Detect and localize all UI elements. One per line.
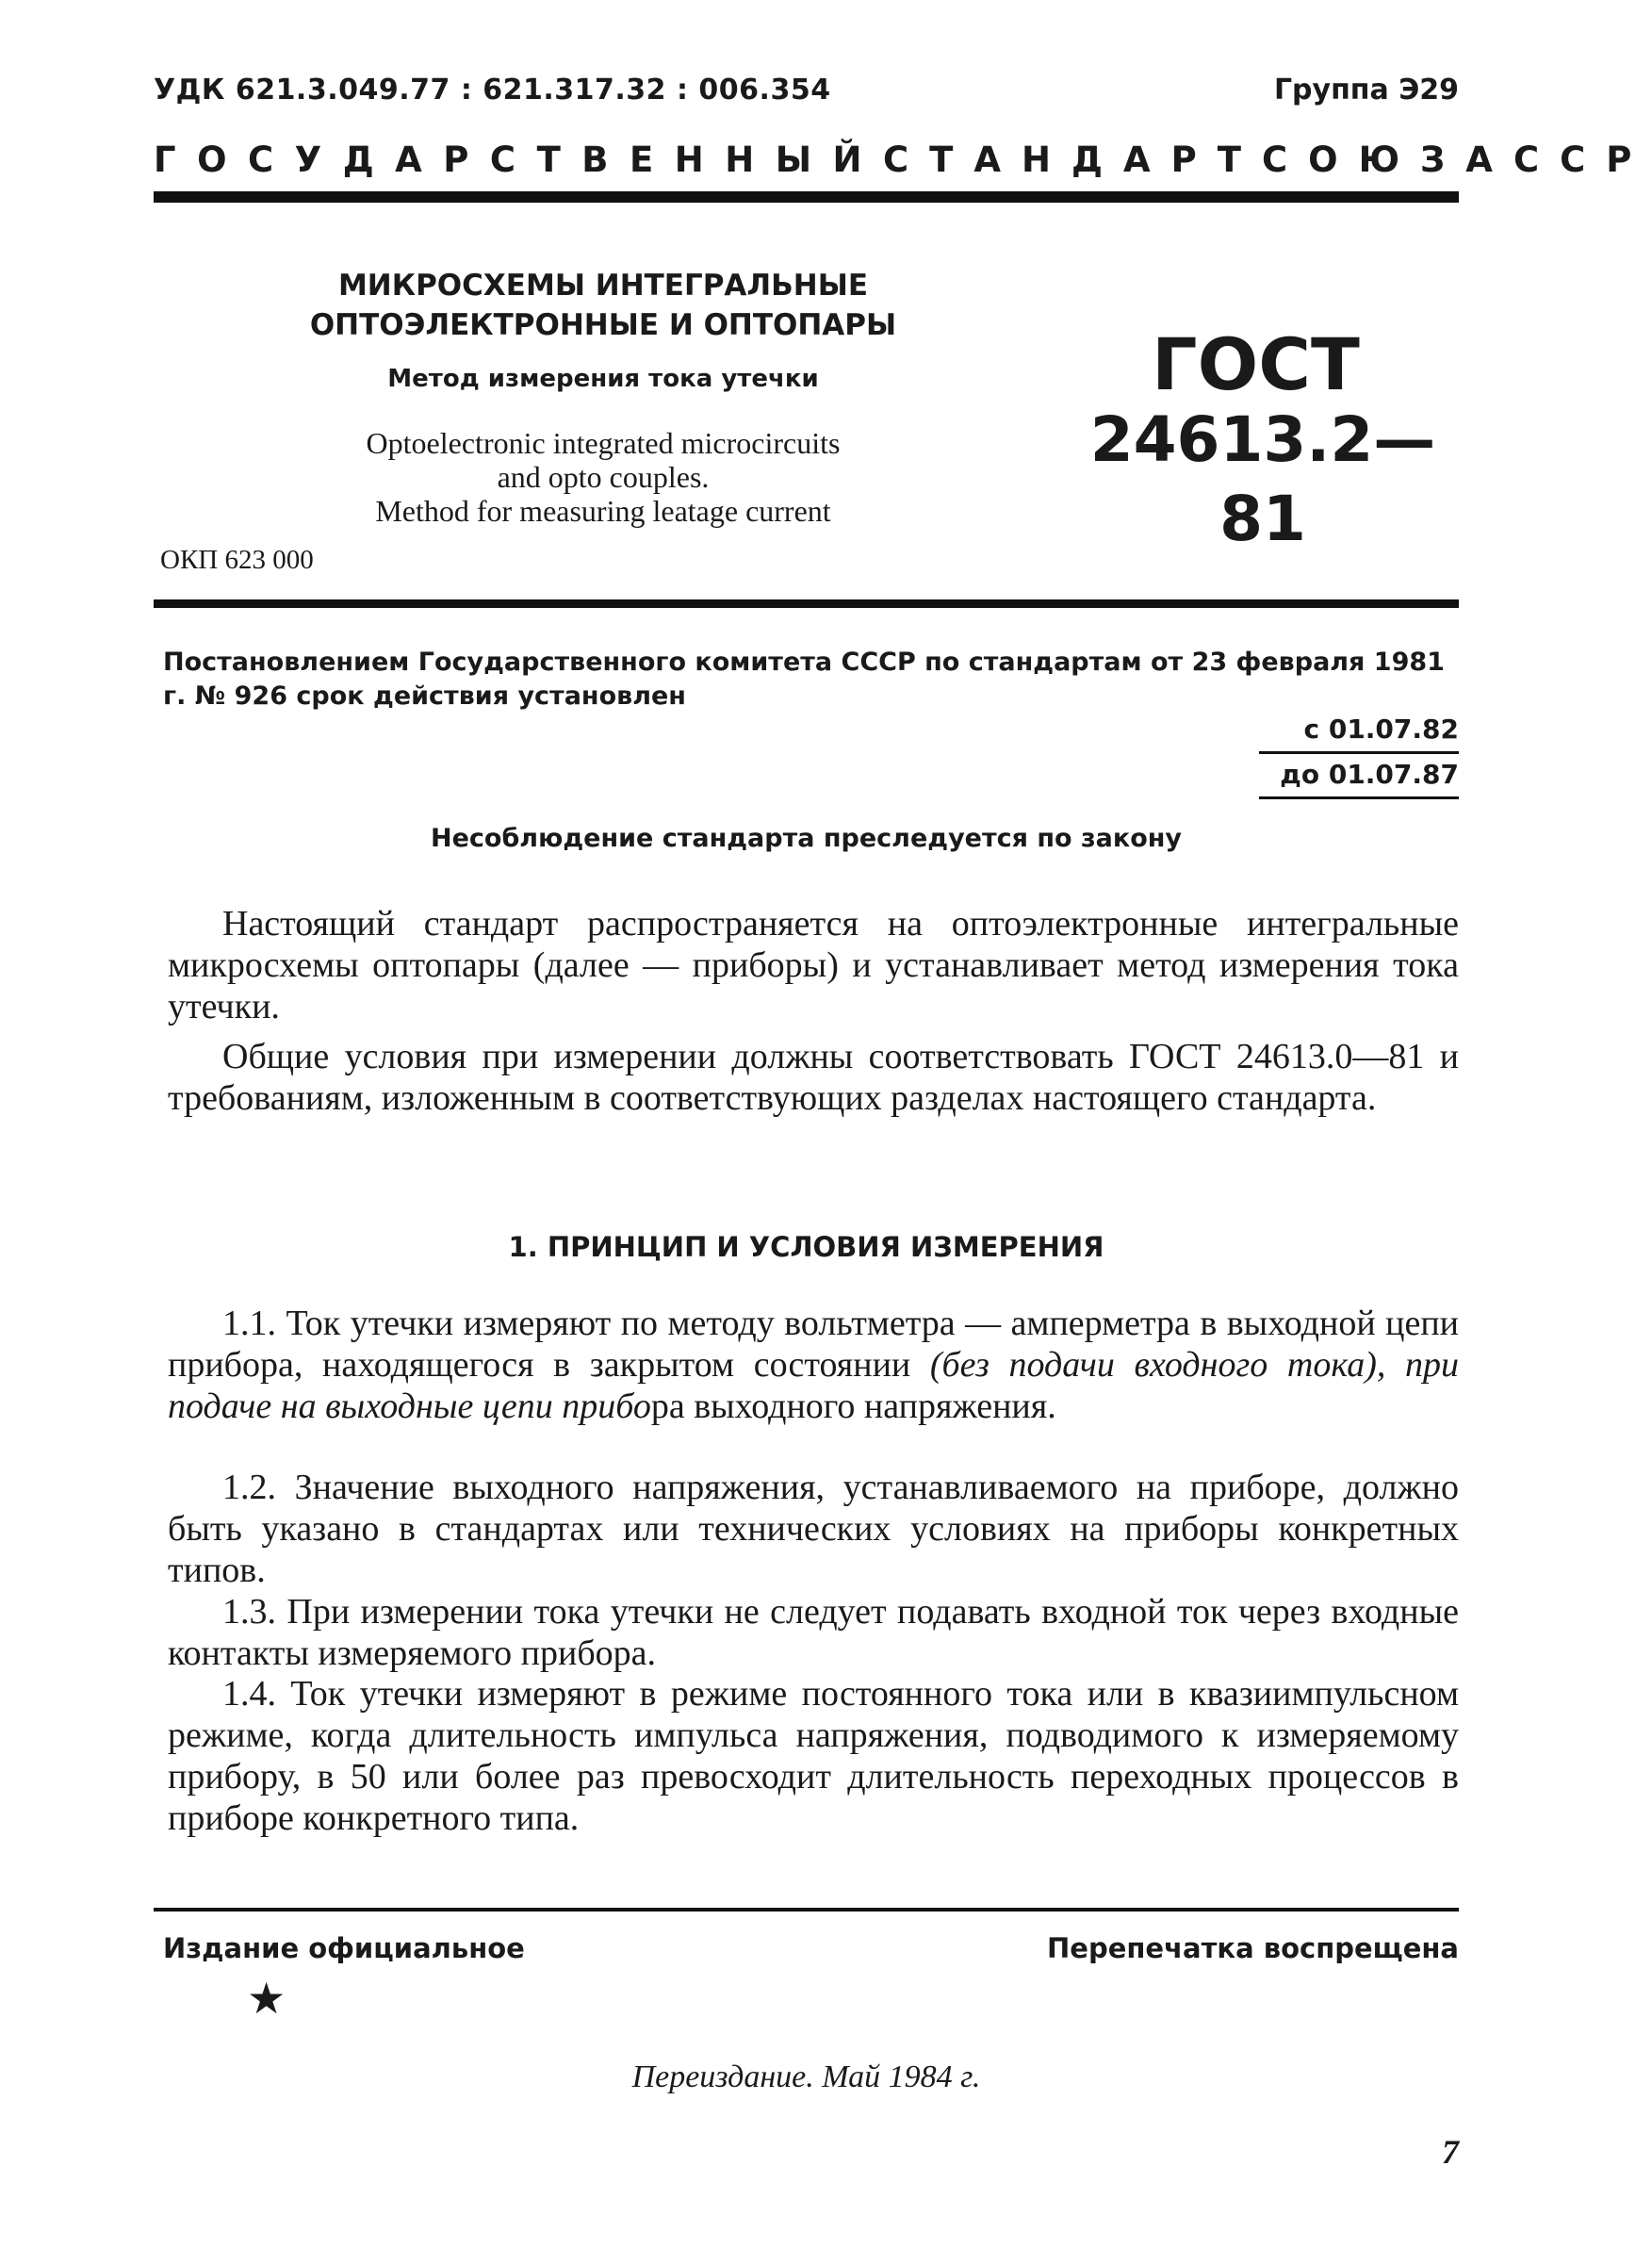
clause-1-1-part-b: (без подачи входного тока), при подаче на выходные цепи прибо xyxy=(168,1345,1459,1426)
date-underline xyxy=(1259,796,1459,799)
header-rule xyxy=(154,191,1459,203)
clause-1-2: 1.2. Значение выходного напряжения, устанавливаемого на приборе, должно быть указано в стандартах или технических условиях на приборы конкретных типов. xyxy=(168,1468,1459,1590)
footer-rule xyxy=(154,1908,1459,1912)
clause-1-1-part-a: 1.1. Ток утечки измеряют по методу вольтметра — амперметра в выходной цепи прибора, находящегося в закрытом состоянии xyxy=(168,1304,1459,1385)
reprint-prohibited: Перепечатка воспрещена xyxy=(1047,1932,1459,1964)
udk-code: УДК 621.3.049.77 : 621.317.32 : 006.354 xyxy=(154,74,831,107)
date-from: с 01.07.82 xyxy=(1303,714,1459,745)
banner-word-3: СОЮЗА xyxy=(1261,139,1513,180)
date-to: до 01.07.87 xyxy=(1280,759,1459,790)
date-divider xyxy=(1259,751,1459,754)
reissue-note: Переиздание. Май 1984 г. xyxy=(631,2059,981,2094)
clause-1-4: 1.4. Ток утечки измеряют в режиме постоянного тока или в квазиимпульсном режиме, когда длительность импульса напряжения, подводимого к измеряемому прибору, в 50 или более раз превосходит длительность переходных процессов в приборе конкретного типа. xyxy=(168,1674,1459,1838)
title-rule xyxy=(154,599,1459,608)
intro-paragraph-1: Настоящий стандарт распространяется на оптоэлектронные интегральные микросхемы оптопары (далее — приборы) и устанавливает метод измерения тока утечки. xyxy=(168,904,1459,1026)
title-ru-line-2: ОПТОЭЛЕКТРОННЫЕ И ОПТОПАРЫ xyxy=(309,308,897,342)
clause-1-1-part-c: ра выходного напряжения. xyxy=(650,1387,1056,1426)
banner-word-1: ГОСУДАРСТВЕННЫЙ xyxy=(154,139,884,180)
title-ru xyxy=(302,266,905,345)
title-en xyxy=(302,426,905,528)
title-ru-line-1: МИКРОСХЕМЫ ИНТЕГРАЛЬНЫЕ xyxy=(337,269,869,303)
intro-paragraph-2: Общие условия при измерении должны соответствовать ГОСТ 24613.0—81 и требованиям, изложенным в соответствующих разделах настоящего стандарта. xyxy=(168,1037,1459,1118)
state-standard-banner xyxy=(154,139,1652,180)
title-ru-subtitle: Метод измерения тока утечки xyxy=(387,365,819,393)
title-en-line-1: Optoelectronic integrated microcircuits xyxy=(366,426,841,460)
clause-1-3: 1.3. При измерении тока утечки не следует подавать входной ток через входные контакты измеряемого прибора. xyxy=(168,1592,1459,1673)
banner-word-4: ССР xyxy=(1513,139,1652,180)
official-edition: Издание официальное xyxy=(163,1932,525,1964)
gost-number: 24613.2—81 xyxy=(1089,403,1436,555)
clause-1-1 xyxy=(168,1303,1459,1427)
banner-word-2: СТАНДАРТ xyxy=(883,139,1262,180)
okp-code: ОКП 623 000 xyxy=(160,545,314,575)
title-en-line-3: Method for measuring leatage current xyxy=(375,494,831,528)
group-code: Группа Э29 xyxy=(1273,74,1459,107)
page-number: 7 xyxy=(1442,2133,1459,2171)
section-1-heading: 1. ПРИНЦИП И УСЛОВИЯ ИЗМЕРЕНИЯ xyxy=(508,1231,1104,1263)
title-en-line-2: and opto couples. xyxy=(497,460,710,494)
decree-text: Постановлением Государственного комитета СССР по стандартам от 23 февраля 1981 г. № 926 срок действия установлен xyxy=(163,648,1445,711)
gost-label: ГОСТ xyxy=(1152,322,1360,406)
star-icon: ★ xyxy=(247,1973,286,2024)
legal-warning: Несоблюдение стандарта преследуется по закону xyxy=(430,824,1183,853)
